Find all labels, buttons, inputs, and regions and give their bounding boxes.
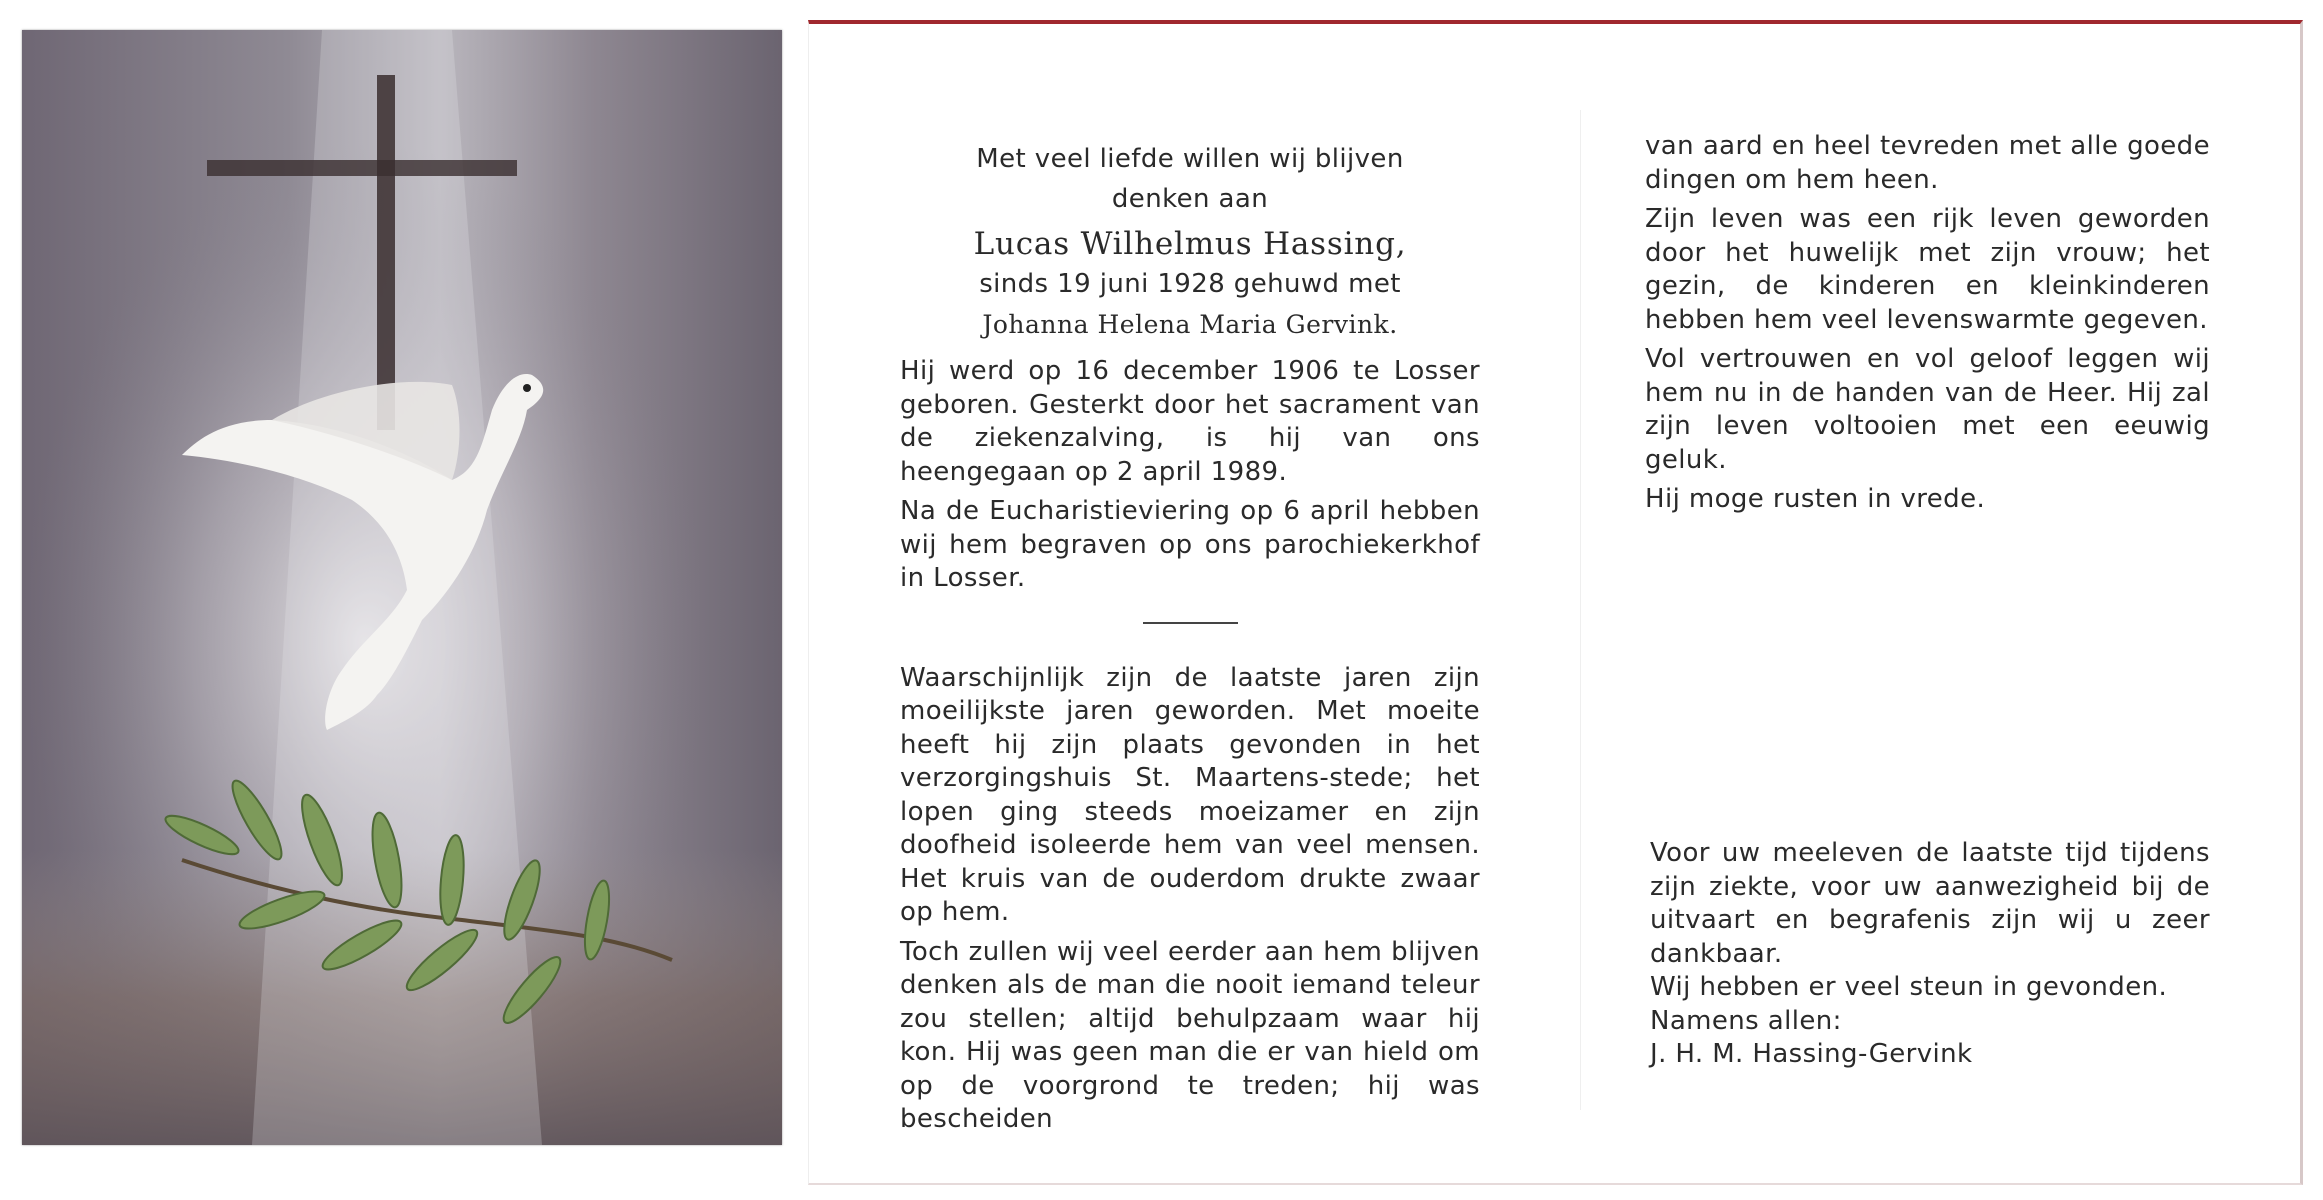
burial-paragraph: Na de Eucharistieviering op 6 april hebben wij hem begraven op ons parochiekerkhof in Losser. [900, 496, 1480, 593]
intro-line-2: denken aan [1111, 183, 1269, 214]
last-years-paragraph: Waarschijnlijk zijn de laatste jaren zijn moeilijkste jaren geworden. Met moeite heeft hij zijn plaats gevonden in het verzorgingshuis St. Maartens-stede; het lopen ging steeds moeizamer en zijn doofheid isoleerde hem van veel mensen. Het kruis van de ouderdom drukte zwaar op hem. [900, 662, 1480, 927]
right-text-column [1645, 130, 2210, 523]
signature: J. H. M. Hassing-Gervink [1650, 1039, 1973, 1069]
thanks-paragraph: Voor uw meeleven de laatste tijd tijdens zijn ziekte, voor uw aanwezigheid bij de uitvaart en begrafenis zijn wij u zeer dankbaar. [1650, 838, 2210, 969]
married-line: sinds 19 juni 1928 gehuwd met [979, 269, 1401, 299]
spouse-name: Johanna Helena Maria Gervink. [982, 309, 1398, 339]
left-text-column [900, 143, 1480, 1143]
card-fold-line [1580, 110, 1581, 1110]
on-behalf-line: Namens allen: [1650, 1005, 1842, 1036]
rest-in-peace: Hij moge rusten in vrede. [1645, 484, 1986, 514]
faith-paragraph: Vol vertrouwen en vol geloof leggen wij hem nu in de handen van de Heer. Hij zal zijn leven voltooien met een eeuwig geluk. [1645, 344, 2210, 475]
remembrance-paragraph: Toch zullen wij veel eerder aan hem blijven denken als de man die nooit iemand teleur zou stellen; altijd behulpzaam waar hij kon. Hij was geen man die er van hield om op de voorgrond te treden; hij was bescheiden [900, 936, 1480, 1134]
support-line: Wij hebben er veel steun in gevonden. [1650, 972, 2168, 1002]
section-divider [1143, 622, 1238, 624]
thanks-block [1650, 837, 2210, 1072]
birth-death-paragraph: Hij werd op 16 december 1906 te Losser geboren. Gesterkt door het sacrament van de ziekenzalving, is hij van ons heengegaan op 2 april 1989. [900, 356, 1480, 487]
memorial-card-illustration [22, 30, 782, 1145]
family-paragraph: Zijn leven was een rijk leven geworden door het huwelijk met zijn vrouw; het gezin, de kinderen en kleinkinderen hebben hem veel levenswarmte gegeven. [1645, 204, 2210, 335]
intro-line: Met veel liefde willen wij blijven [976, 144, 1404, 174]
deceased-name: Lucas Wilhelmus Hassing, [973, 226, 1407, 262]
painting [22, 30, 782, 1145]
character-paragraph: van aard en heel tevreden met alle goede dingen om hem heen. [1645, 131, 2210, 195]
